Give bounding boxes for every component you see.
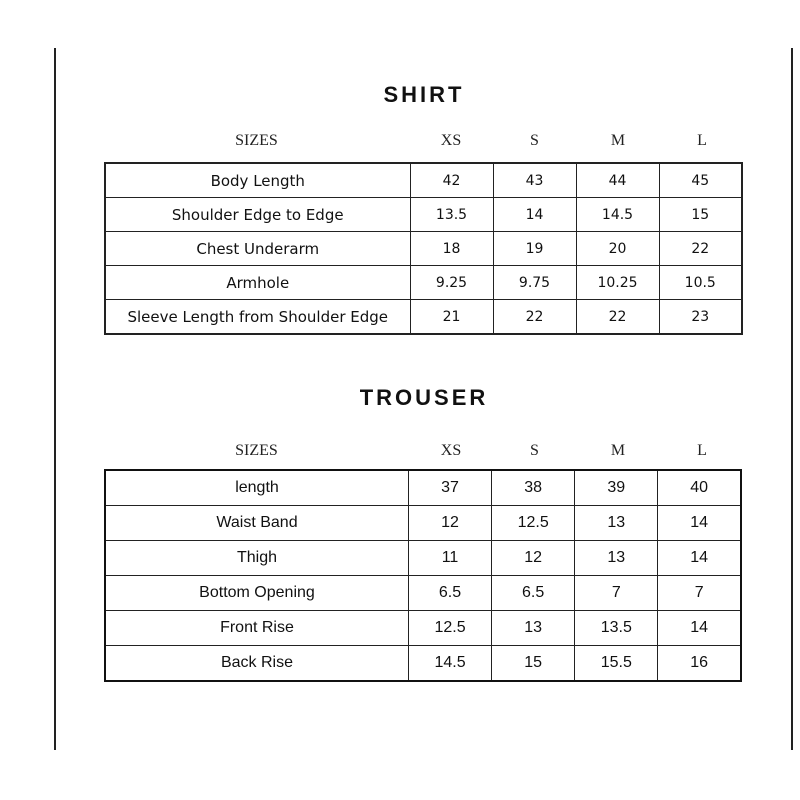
table-cell: 45 [659,163,742,198]
table-row [105,300,742,335]
table-cell: 13 [575,541,658,576]
shirt-size-m: M [610,132,626,149]
table-cell: 40 [658,470,741,506]
table-cell: 14.5 [576,198,659,232]
table-cell: 22 [576,300,659,335]
table-row [105,470,741,506]
table-cell: 14 [658,506,741,541]
table-cell: 20 [576,232,659,266]
shirt-size-xs: XS [440,132,462,149]
table-cell: 13 [575,506,658,541]
table-cell: 12 [408,506,491,541]
shirt-size-table [104,162,743,335]
measurement-label: Sleeve Length from Shoulder Edge [105,300,410,335]
table-row [105,576,741,611]
table-cell: 9.25 [410,266,493,300]
trouser-size-s: S [530,442,539,459]
table-cell: 12.5 [492,506,575,541]
table-row [105,506,741,541]
table-cell: 38 [492,470,575,506]
shirt-size-l: L [697,132,707,149]
table-cell: 14.5 [408,646,491,682]
table-cell: 13.5 [575,611,658,646]
table-cell: 15.5 [575,646,658,682]
shirt-sizes-label: SIZES [235,132,278,149]
table-cell: 22 [659,232,742,266]
table-cell: 39 [575,470,658,506]
trouser-size-table [104,469,742,682]
table-cell: 12 [492,541,575,576]
table-cell: 6.5 [492,576,575,611]
table-cell: 11 [408,541,491,576]
measurement-label: Thigh [105,541,408,576]
measurement-label: Front Rise [105,611,408,646]
trouser-sizes-header [104,442,742,464]
table-cell: 9.75 [493,266,576,300]
trouser-sizes-label: SIZES [235,442,278,459]
table-cell: 22 [493,300,576,335]
table-row [105,646,741,682]
table-cell: 37 [408,470,491,506]
table-cell: 42 [410,163,493,198]
shirt-size-s: S [530,132,539,149]
table-cell: 10.25 [576,266,659,300]
table-cell: 16 [658,646,741,682]
table-cell: 19 [493,232,576,266]
trouser-title: TROUSER [359,385,489,410]
table-cell: 43 [493,163,576,198]
measurement-label: Armhole [105,266,410,300]
measurement-label: Shoulder Edge to Edge [105,198,410,232]
measurement-label: length [105,470,408,506]
table-cell: 44 [576,163,659,198]
table-cell: 6.5 [408,576,491,611]
table-cell: 14 [658,541,741,576]
measurement-label: Chest Underarm [105,232,410,266]
table-cell: 12.5 [408,611,491,646]
trouser-size-l: L [697,442,707,459]
table-row [105,163,742,198]
measurement-label: Bottom Opening [105,576,408,611]
table-cell: 18 [410,232,493,266]
table-cell: 14 [493,198,576,232]
table-row [105,232,742,266]
trouser-size-m: M [610,442,626,459]
trouser-size-xs: XS [440,442,462,459]
measurement-label: Back Rise [105,646,408,682]
table-row [105,198,742,232]
table-cell: 14 [658,611,741,646]
table-cell: 7 [658,576,741,611]
table-cell: 13 [492,611,575,646]
table-row [105,266,742,300]
measurement-label: Body Length [105,163,410,198]
table-cell: 7 [575,576,658,611]
shirt-title: SHIRT [383,82,465,107]
table-row [105,541,741,576]
table-cell: 15 [492,646,575,682]
table-cell: 23 [659,300,742,335]
table-cell: 21 [410,300,493,335]
table-cell: 10.5 [659,266,742,300]
table-cell: 15 [659,198,742,232]
table-cell: 13.5 [410,198,493,232]
table-row [105,611,741,646]
shirt-sizes-header [104,132,742,154]
measurement-label: Waist Band [105,506,408,541]
